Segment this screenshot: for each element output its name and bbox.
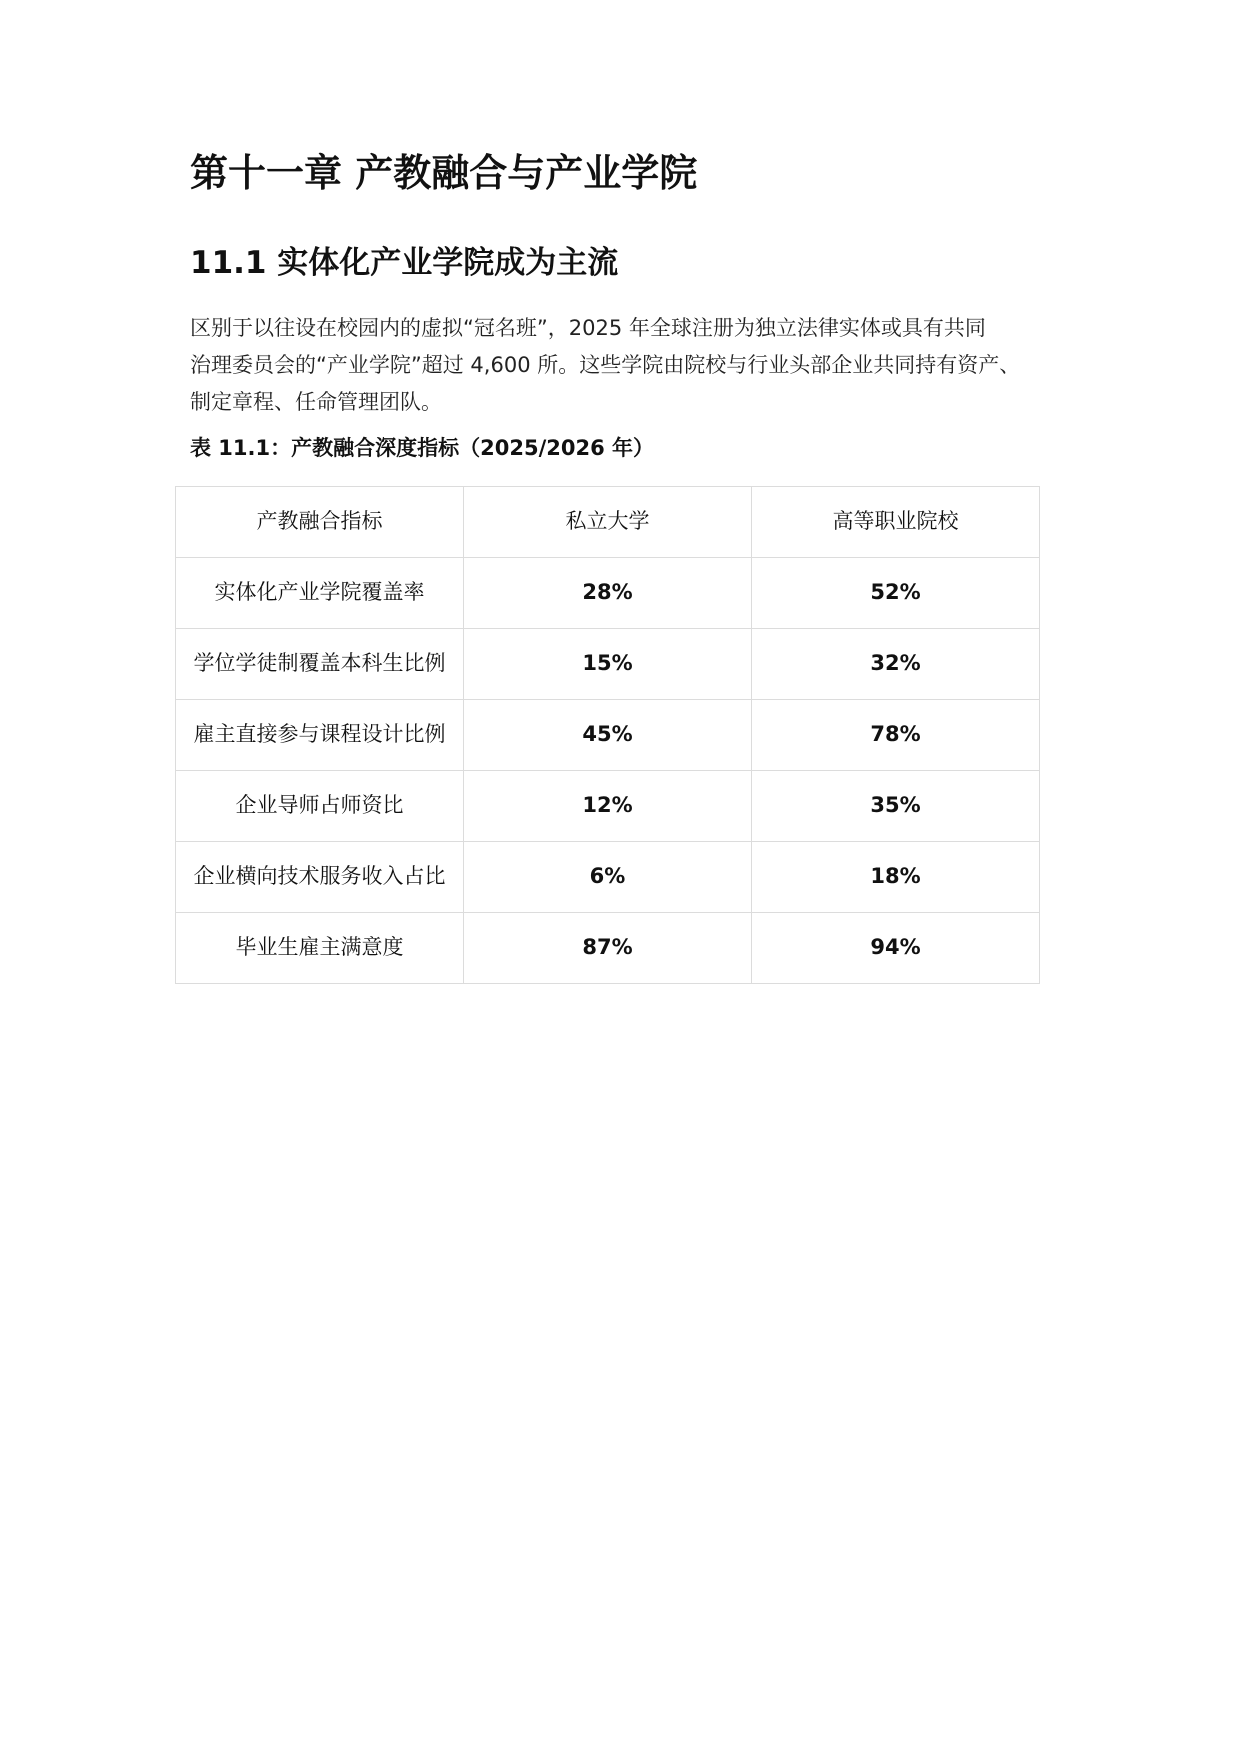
paragraph-line: 治理委员会的“产业学院”超过 4,600 所。这些学院由院校与行业头部企业共同持有资产、 xyxy=(190,353,1021,377)
table-row xyxy=(176,558,1040,629)
paragraph-line: 制定章程、任命管理团队。 xyxy=(190,390,442,414)
vocational-value-cell: 94% xyxy=(752,913,1040,984)
vocational-value-cell: 52% xyxy=(752,558,1040,629)
private-value-cell: 12% xyxy=(464,771,752,842)
section-title: 11.1 实体化产业学院成为主流 xyxy=(190,245,619,281)
private-value-cell: 87% xyxy=(464,913,752,984)
vocational-value-cell: 18% xyxy=(752,842,1040,913)
metric-cell: 企业横向技术服务收入占比 xyxy=(176,842,464,913)
private-value-cell: 15% xyxy=(464,629,752,700)
metric-cell: 毕业生雇主满意度 xyxy=(176,913,464,984)
metric-cell: 学位学徒制覆盖本科生比例 xyxy=(176,629,464,700)
header-metric: 产教融合指标 xyxy=(176,487,464,558)
header-private-university: 私立大学 xyxy=(464,487,752,558)
table-header-row xyxy=(176,487,1040,558)
table-row xyxy=(176,842,1040,913)
private-value-cell: 6% xyxy=(464,842,752,913)
vocational-value-cell: 35% xyxy=(752,771,1040,842)
chapter-title: 第十一章 产教融合与产业学院 xyxy=(190,151,698,195)
metric-cell: 实体化产业学院覆盖率 xyxy=(176,558,464,629)
vocational-value-cell: 32% xyxy=(752,629,1040,700)
table-caption: 表 11.1：产教融合深度指标（2025/2026 年） xyxy=(190,436,654,460)
metric-cell: 雇主直接参与课程设计比例 xyxy=(176,700,464,771)
table-row xyxy=(176,700,1040,771)
metric-cell: 企业导师占师资比 xyxy=(176,771,464,842)
header-vocational-college: 高等职业院校 xyxy=(752,487,1040,558)
table-row xyxy=(176,771,1040,842)
paragraph-line: 区别于以往设在校园内的虚拟“冠名班”，2025 年全球注册为独立法律实体或具有共同 xyxy=(190,316,986,340)
body-paragraph xyxy=(190,310,1020,421)
vocational-value-cell: 78% xyxy=(752,700,1040,771)
private-value-cell: 28% xyxy=(464,558,752,629)
indicator-table xyxy=(175,486,1040,984)
private-value-cell: 45% xyxy=(464,700,752,771)
table-row xyxy=(176,913,1040,984)
table-row xyxy=(176,629,1040,700)
